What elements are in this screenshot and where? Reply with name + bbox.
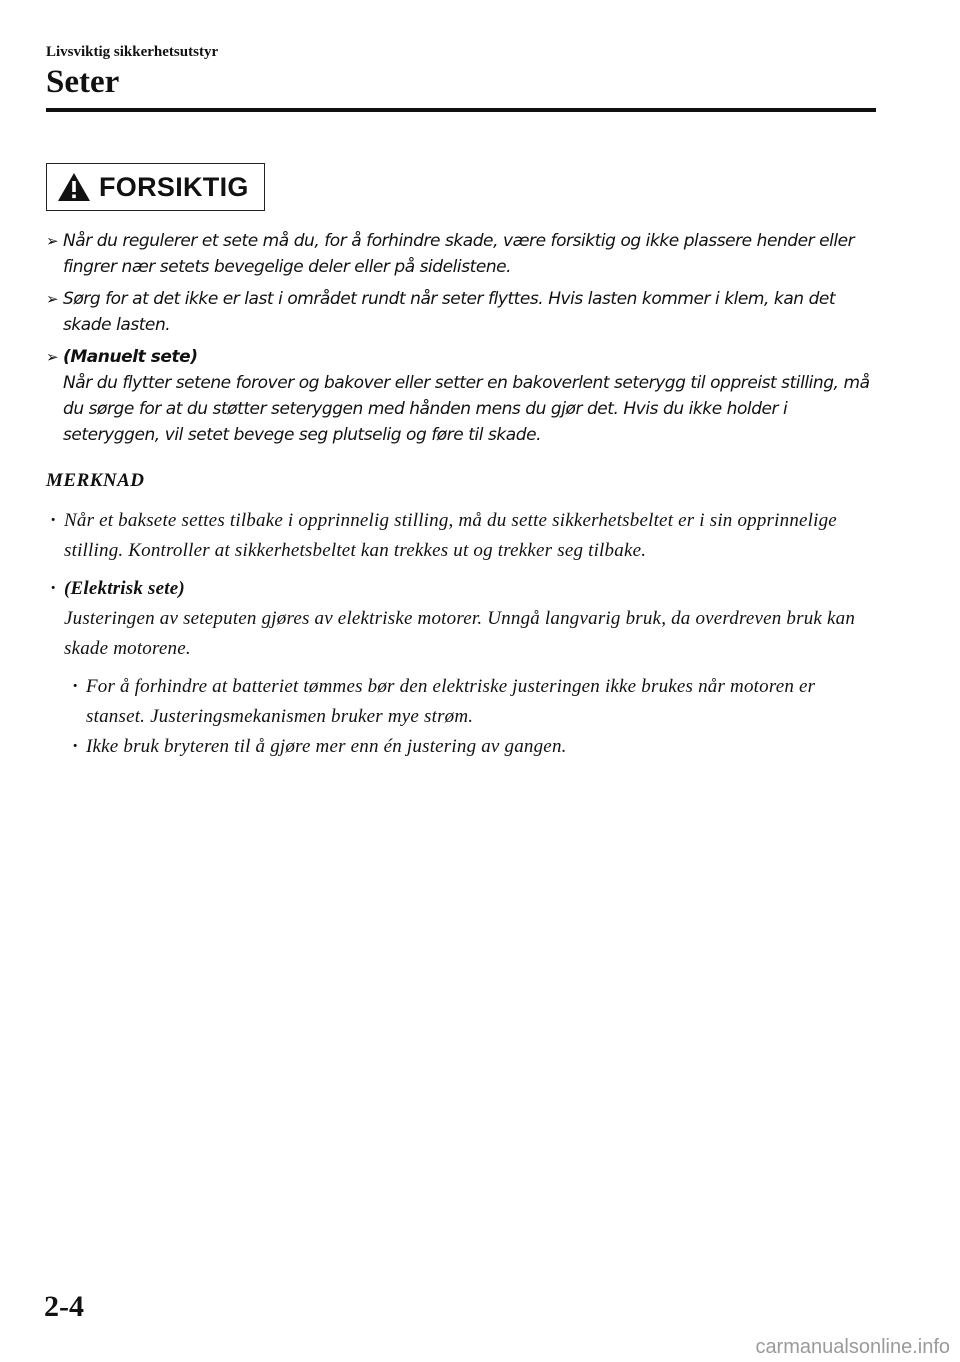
- note-subheading: (Elektrisk sete): [64, 578, 185, 599]
- title-rule: [46, 108, 876, 112]
- note-subitem: [64, 732, 876, 762]
- arrow-bullet-icon: ➢: [46, 290, 59, 308]
- dot-bullet-icon: ·: [72, 676, 79, 697]
- note-item: [46, 506, 876, 566]
- note-list: [46, 506, 876, 770]
- warning-triangle-icon: [57, 172, 91, 202]
- warning-title: FORSIKTIG: [99, 171, 249, 202]
- dot-bullet-icon: ·: [72, 736, 79, 757]
- section-label: Livsviktig sikkerhetsutstyr: [46, 44, 219, 60]
- dot-bullet-icon: ·: [50, 510, 57, 531]
- caution-item: [46, 228, 886, 280]
- note-item: [46, 574, 876, 762]
- warning-box: [46, 163, 265, 211]
- note-text: Justeringen av seteputen gjøres av elektriske motorer. Unngå langvarig bruk, da overdreven bruk kan skade motorene.: [64, 608, 856, 659]
- note-sublist: [64, 672, 876, 762]
- caution-text: Når du flytter setene forover og bakover eller setter en bakoverlent seterygg til oppreist stilling, må du sørge for at du støtter seteryggen med hånden mens du gjør det. Hvis du ikke holder i seteryggen, vil setet bevege seg plutselig og føre til skade.: [63, 373, 870, 445]
- note-heading: MERKNAD: [46, 470, 145, 491]
- arrow-bullet-icon: ➢: [46, 232, 59, 250]
- caution-subheading: (Manuelt sete): [63, 347, 198, 367]
- arrow-bullet-icon: ➢: [46, 348, 59, 366]
- caution-text: Sørg for at det ikke er last i området rundt når seter flyttes. Hvis lasten kommer i klem, kan det skade lasten.: [63, 289, 836, 335]
- caution-item: [46, 286, 886, 338]
- note-subitem: [64, 672, 876, 732]
- dot-bullet-icon: ·: [50, 578, 57, 599]
- caution-item: [46, 344, 886, 448]
- note-subtext: Ikke bruk bryteren til å gjøre mer enn én justering av gangen.: [86, 736, 567, 757]
- caution-text: Når du regulerer et sete må du, for å forhindre skade, være forsiktig og ikke plassere hender eller fingrer nær setets bevegelige deler eller på sidelistene.: [63, 231, 855, 277]
- note-text: Når et baksete settes tilbake i opprinnelig stilling, må du sette sikkerhetsbeltet er i sin opprinnelige stilling. Kontroller at sikkerhetsbeltet kan trekkes ut og trekker seg tilbake.: [64, 510, 837, 561]
- caution-list: [46, 228, 886, 454]
- page-title: Seter: [46, 64, 120, 100]
- watermark[interactable]: carmanualsonline.info: [755, 1336, 950, 1358]
- page-number: 2-4: [44, 1290, 84, 1323]
- note-subtext: For å forhindre at batteriet tømmes bør den elektriske justeringen ikke brukes når motoren er stanset. Justeringsmekanismen bruker mye strøm.: [86, 676, 816, 727]
